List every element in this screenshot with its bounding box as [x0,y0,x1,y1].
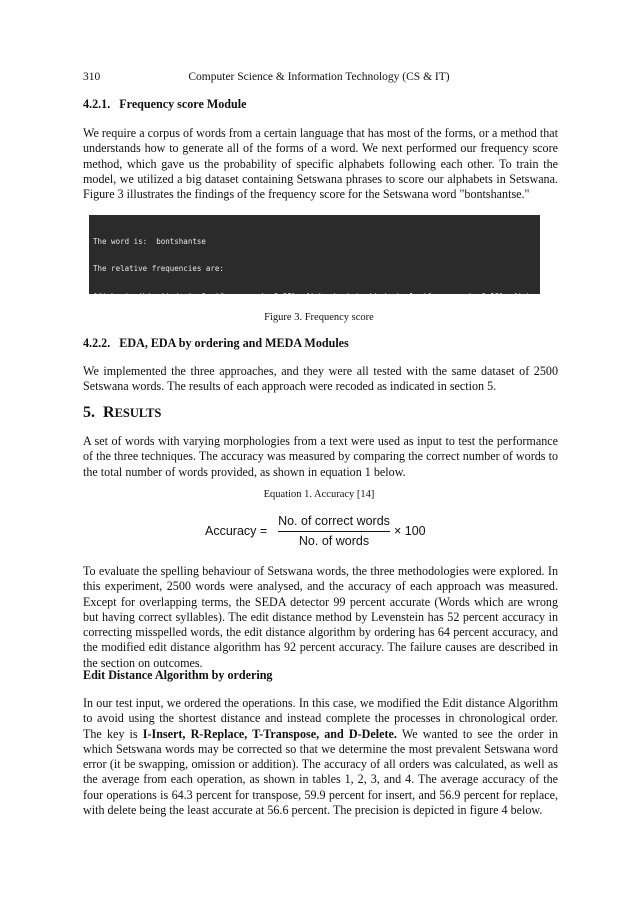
figure-3-console-output [89,215,540,294]
section-4-2-2-paragraph: We implemented the three approaches, and they were all tested with the same dataset of 2500 Setswana words. The results of each approach were recoded as indicated in section 5. [83,364,558,394]
console-line: The word is: bontshantse [93,236,206,246]
eda-ordering-heading: Edit Distance Algorithm by ordering [83,668,273,682]
figure-3-caption: Figure 3. Frequency score [264,312,374,323]
eda-ordering-text-2: We wanted to see the order in which Setswana words may be corrected so that we determine the most prevalent Setswana word error (it be swapping, omission or addition). The accuracy of all orders was calculated, as well as the average from each operation, as shown in tables 1, 2, 3, and 4. The average accuracy of the four operations is 64.3 percent for transpose, 59.9 percent for insert, and 56.9 percent for replace, with delete being the least accurate at 56.6 percent. The precision is depicted in figure 4 below. [83,726,558,818]
fraction-bar [278,531,390,532]
eda-ordering-text-1: In our test input, we ordered the operations. In this case, we modified the Edit distance Algorithm to avoid using the shortest distance and instead complete the processes in chronological order. The key is [83,696,558,741]
equation-1-caption: Equation 1. Accuracy [14] [263,489,375,500]
page-number: 310 [83,71,101,83]
console-line: The relative frequencies are: [93,264,224,274]
eda-ordering-paragraph [83,696,558,818]
console-line [93,292,536,294]
equation-1 [0,514,638,550]
equation-rhs: × 100 [394,524,426,538]
section-5-paragraph: A set of words with varying morphologies from a text were used as input to test the performance of the three techniques. The accuracy was measured by comparing the correct number of words to the total number of words provided, as shown in equation 1 below. [83,434,558,479]
equation-numerator: No. of correct words [278,514,390,528]
section-4-2-1-paragraph: We require a corpus of words from a certain language that has most of the forms, or a method that understands how to generate all of the forms of a word. We next performed our frequency score method, which gave us the probability of specific alphabets following each other. To train the model, we utilized a big dataset containing Setswana phrases to score our alphabets in Setswana. Figure 3 illustrates the findings of the frequency score for the Setswana word "bontshantse." [83,126,558,202]
section-4-2-2-heading: 4.2.2. EDA, EDA by ordering and MEDA Modules [83,336,349,350]
section-5-title-initial: R [103,404,115,421]
operation-keys: I-Insert, R-Replace, T-Transpose, and D-Delete. [142,726,397,741]
evaluation-paragraph: To evaluate the spelling behaviour of Setswana words, the three methodologies were explored. In this experiment, 2500 words were analysed, and the accuracy of each approach was measured. Except for overlapping terms, the SEDA detector 99 percent accurate (Words which are wrong but having correct syllables). The edit distance method by Levenstein has 52 percent accuracy in correcting misspelled words, the edit distance algorithm by ordering has 64 percent accuracy, and the modified edit distance algorithm has 92 percent accuracy. The failure causes are described in the section on outcomes. [83,564,558,670]
running-header: Computer Science & Information Technology (CS & IT) [188,71,450,83]
section-4-2-1-heading: 4.2.1. Frequency score Module [83,97,247,111]
section-5-title [83,405,558,421]
section-5-number: 5. [83,404,95,421]
equation-denominator: No. of words [298,534,370,548]
equation-lhs: Accuracy = [205,524,268,538]
section-5-title-rest: ESULTS [114,406,162,420]
